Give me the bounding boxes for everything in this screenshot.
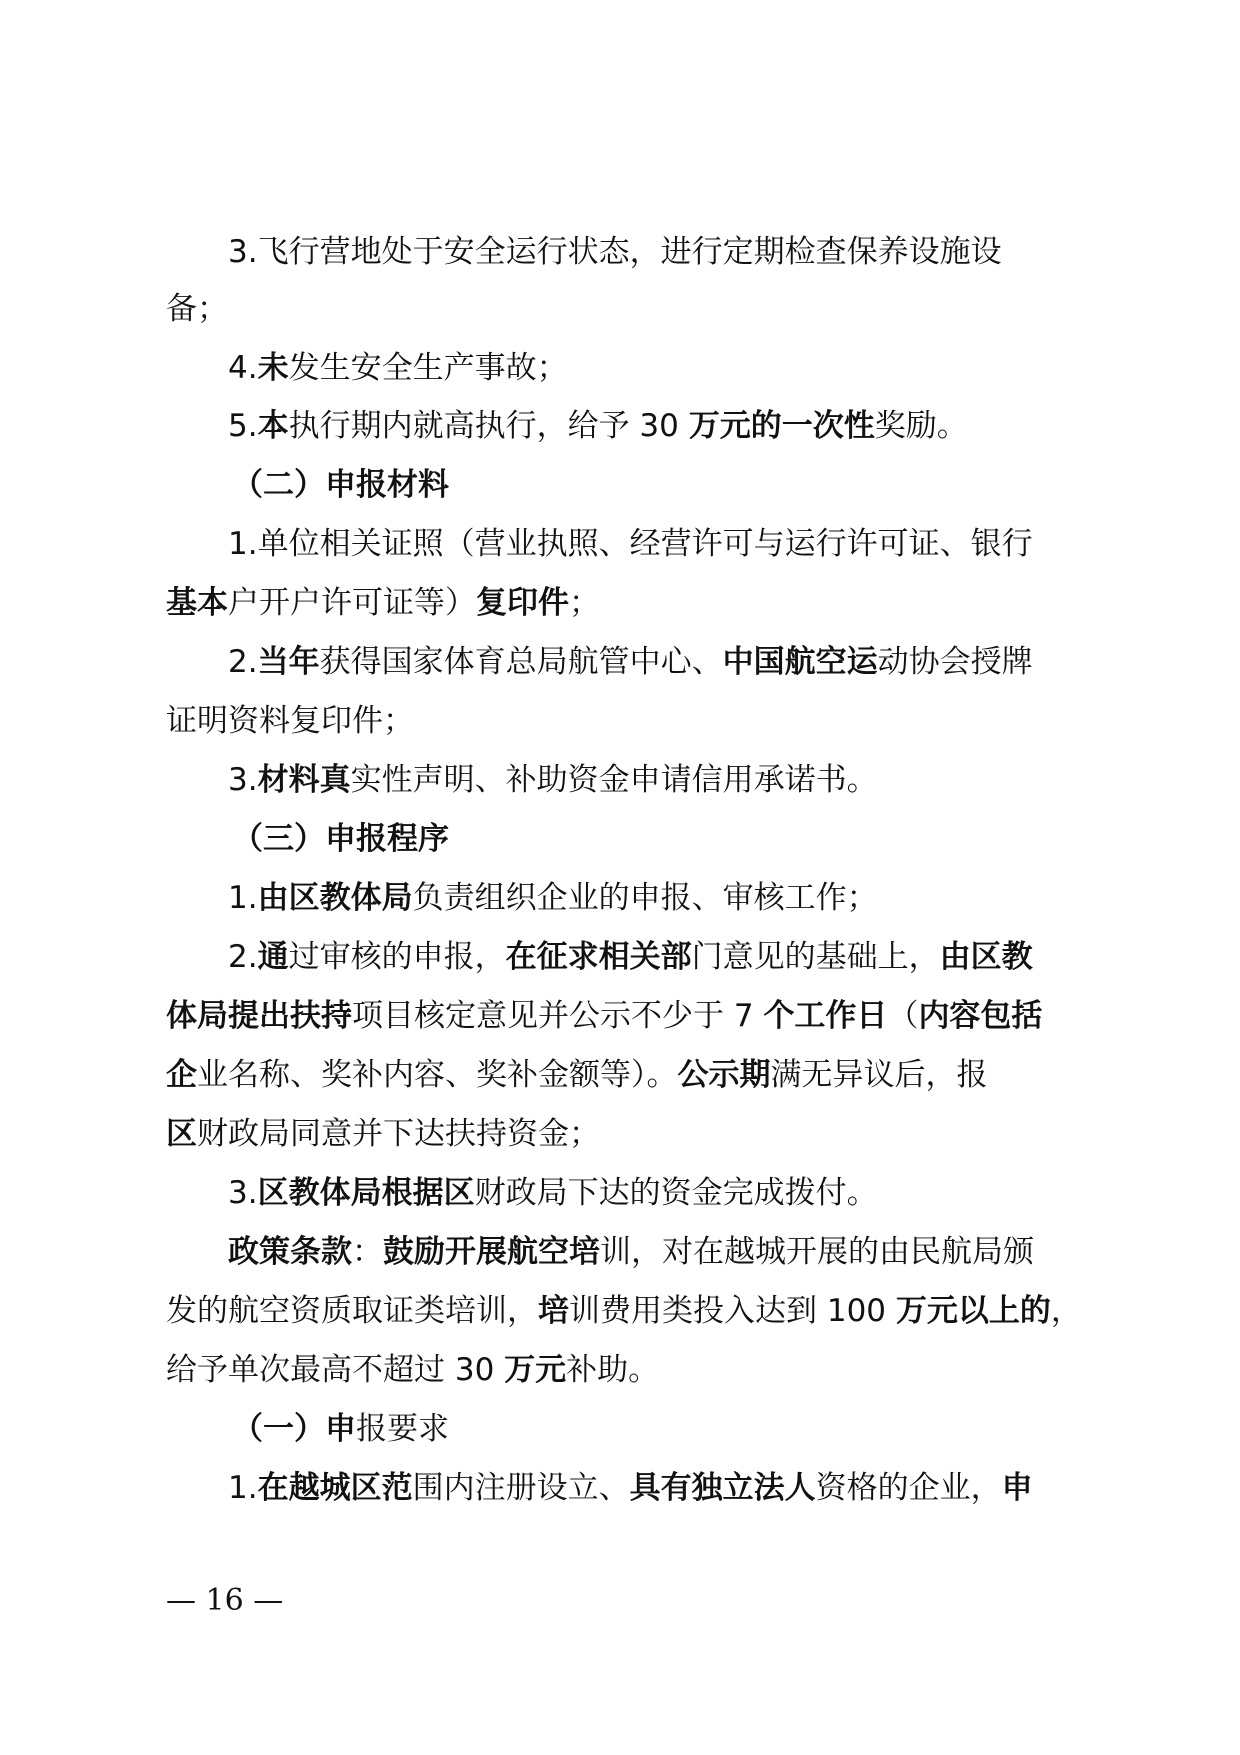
text-run: 负责组织企业的申报、审核工作； (412, 880, 878, 916)
text-line-10 (228, 760, 878, 800)
text-run: 实性声明、补助资金申请信用承诺书。 (350, 762, 878, 798)
bold-text-run: 培 (538, 1293, 569, 1329)
text-run: 户开户许可证等） (228, 585, 476, 621)
bold-text-run: 由区教 (939, 939, 1033, 975)
bold-text-run: 当年 (257, 644, 320, 680)
text-run: 1. (228, 1470, 258, 1506)
bold-text-run: 基本 (166, 585, 228, 621)
text-run: 3. (228, 762, 258, 798)
text-line-2 (166, 289, 228, 329)
text-run: 门意见的基础上， (691, 939, 940, 975)
text-run: 训费用类投入达到 100 (569, 1293, 896, 1329)
text-line-8 (228, 642, 1033, 682)
bold-text-run: 万元以上的 (895, 1293, 1051, 1329)
text-line-6 (228, 524, 1033, 564)
section-heading-2 (232, 465, 449, 505)
text-line-1 (228, 232, 1002, 272)
bold-text-run: 在越城区范 (257, 1470, 413, 1506)
text-run: ； (569, 585, 600, 621)
bold-text-run: 材料真 (257, 762, 351, 798)
text-run: 动协会授牌 (877, 644, 1033, 680)
section-heading-3 (232, 819, 449, 859)
text-run: 围内注册设立、 (412, 1470, 630, 1506)
text-run: ： (352, 1234, 383, 1270)
bold-text-run: 企 (166, 1057, 197, 1093)
bold-text-run: 区教体局根据区 (257, 1175, 475, 1211)
text-run: 备； (166, 291, 228, 327)
policy-clause-line (228, 1232, 1034, 1272)
text-run: 财政局下达的资金完成拨付。 (474, 1175, 878, 1211)
bold-text-run: （二）申报材料 (232, 467, 449, 503)
text-line-16 (166, 1114, 600, 1154)
text-run: 发生安全生产事故； (288, 350, 568, 386)
text-run: 过审核的申报， (288, 939, 506, 975)
bold-text-run: 具有独立法人 (629, 1470, 816, 1506)
bold-text-run: 本 (257, 408, 289, 444)
bold-text-run: 政策条款 (228, 1234, 352, 1270)
text-run: 奖励。 (874, 408, 968, 444)
text-line-12 (228, 878, 878, 918)
text-line-15 (166, 1055, 988, 1095)
bold-text-run: （三）申报程序 (232, 821, 449, 857)
text-line-17 (228, 1173, 878, 1213)
page-number: — 16 — (166, 1583, 284, 1618)
text-run: 5. (228, 408, 258, 444)
bold-text-run: 未 (257, 350, 289, 386)
bold-text-run: 体局提出扶持 (166, 998, 352, 1034)
text-run: 训，对在越城开展的由民航局颁 (600, 1234, 1034, 1270)
bold-text-run: （一）申 (232, 1411, 356, 1447)
text-run: 发的航空资质取证类培训， (166, 1293, 538, 1329)
text-run: 获得国家体育总局航管中心、 (319, 644, 723, 680)
bold-text-run: 复印件 (476, 585, 569, 621)
text-run: 2. (228, 644, 258, 680)
text-run: 1.单位相关证照（营业执照、经营许可与运行许可证、银行 (228, 526, 1033, 562)
text-run: ， (1050, 1293, 1082, 1329)
text-line-3 (228, 348, 568, 388)
bold-text-run: 申 (1001, 1470, 1033, 1506)
text-run: 业名称、奖补内容、奖补金额等）。 (197, 1057, 678, 1093)
text-run: 报要求 (356, 1411, 449, 1447)
text-line-19 (166, 1291, 1082, 1331)
text-run: 2. (228, 939, 258, 975)
text-line-4 (228, 406, 968, 446)
text-run: 4. (228, 350, 258, 386)
bold-text-run: 中国航空运 (722, 644, 878, 680)
bold-text-run: 内容包括 (918, 998, 1043, 1034)
text-run: 满无异议后，报 (770, 1057, 988, 1093)
text-run: 1. (228, 880, 258, 916)
bold-text-run: 万元的一次性 (688, 408, 875, 444)
bold-text-run: 区 (166, 1116, 197, 1152)
bold-text-run: 个工作日 (763, 998, 888, 1034)
text-line-9 (166, 701, 414, 741)
bold-text-run: 万元 (504, 1352, 567, 1388)
text-line-20 (166, 1350, 659, 1390)
bold-text-run: 通 (257, 939, 289, 975)
text-run: 证明资料复印件； (166, 703, 414, 739)
text-line-13 (228, 937, 1033, 977)
bold-text-run: 在征求相关部 (505, 939, 692, 975)
text-run: 项目核定意见并公示不少于 7 (352, 998, 764, 1034)
text-run: 执行期内就高执行，给予 30 (288, 408, 689, 444)
text-run: 补助。 (566, 1352, 660, 1388)
text-run: 3.飞行营地处于安全运行状态，进行定期检查保养设施设 (228, 234, 1002, 270)
text-run: （ (887, 998, 919, 1034)
text-line-7 (166, 583, 600, 623)
text-line-14 (166, 996, 1042, 1036)
bold-text-run: 公示期 (677, 1057, 771, 1093)
text-line-22 (228, 1468, 1033, 1508)
section-heading-1 (232, 1409, 449, 1449)
text-run: 资格的企业， (815, 1470, 1002, 1506)
bold-text-run: 鼓励开展航空培 (383, 1234, 600, 1270)
text-run: 给予单次最高不超过 30 (166, 1352, 505, 1388)
text-run: 3. (228, 1175, 258, 1211)
bold-text-run: 由区教体局 (257, 880, 413, 916)
text-run: 财政局同意并下达扶持资金； (197, 1116, 600, 1152)
